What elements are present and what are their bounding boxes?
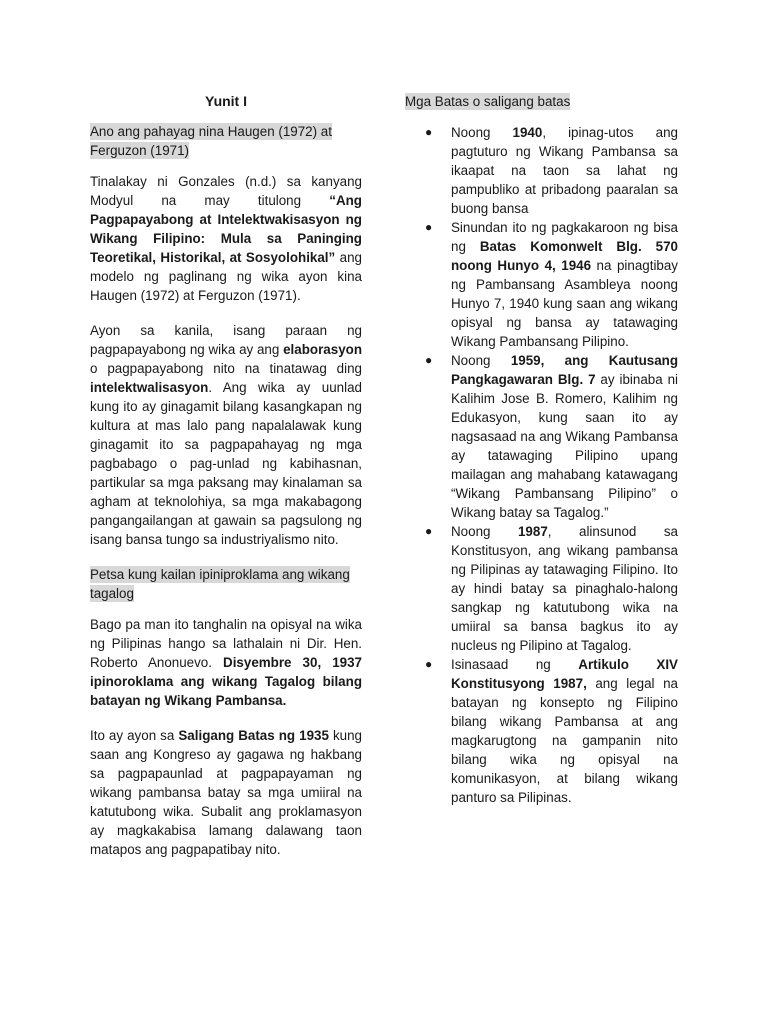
bullet-icon: ● — [425, 657, 433, 671]
paragraph-saligang-batas-1935: Ito ay ayon sa Saligang Batas ng 1935 kung saan ang Kongreso ay gagawa ng hakbang sa pagpapaunlad at pagpapayaman ng wikang pambansa batay sa mga umiiral na katutubong wika. Subalit ang proklamasyon ay magkakabisa lamang dalawang taon matapos ang pagpapatibay nito. — [90, 728, 362, 857]
list-item — [405, 218, 678, 351]
list-item — [405, 351, 678, 522]
list-item — [405, 123, 678, 218]
right-column — [405, 92, 678, 807]
section-heading-petsa-proklamasyon — [90, 565, 362, 603]
section-heading-text: Ano ang pahayag nina Haugen (1972) at Ferguzon (1971) — [90, 124, 332, 158]
bold-text: “Ang Pagpapayabong at Intelektwakisasyon ng Wikang Filipino: Mula sa Paninging Teoretikal, Historikal, at Sosyolohikal” — [90, 193, 362, 265]
laws-bullet-list — [405, 123, 678, 807]
bold-text: 1959, ang Kautusang Pangkagawaran Blg. 7 — [451, 353, 678, 387]
bold-text: Saligang Batas ng 1935 — [178, 728, 329, 743]
list-item-text: Isinasaad ng Artikulo XIV Konstitusyong 1987, ang legal na batayan ng konsepto ng Filipino bilang wikang Pambansa at ang magkarugtong na gampanin nito bilang wika ng opisyal na komunikasyon, at bilang wikang panturo sa Pilipinas. — [451, 657, 678, 805]
bullet-icon: ● — [425, 220, 433, 234]
list-item-text: Noong 1959, ang Kautusang Pangkagawaran Blg. 7 ay ibinaba ni Kalihim Jose B. Romero, Kalihim ng Edukasyon, kung saan ito ay nagsasaad na ang Wikang Pambansa ay tatawaging Pilipino upang mailagan ang mahabang katawagang “Wikang Pambansang Pilipino” o Wikang batay sa Tagalog.” — [451, 353, 678, 520]
bold-text: Batas Komonwelt Blg. 570 noong Hunyo 4, 1946 — [451, 239, 678, 273]
bold-text: Disyembre 30, 1937 ipinoroklama ang wikang Tagalog bilang batayan ng Wikang Pambansa. — [90, 655, 363, 708]
section-heading-haugen-ferguzon — [90, 122, 362, 160]
list-item — [405, 522, 678, 655]
paragraph-elaborasyon: Ayon sa kanila, isang paraan ng pagpapayabong ng wika ay ang elaborasyon o pagpapayabong nito na tinatawag ding intelektwalisasyon. Ang wika ay uunlad kung ito ay ginagamit bilang kasangkapan ng kultura at mas lalo pang napalalawak kung ginagamit ito sa pagpapahayag ng mga pagbabago o pag-unlad ng kabihasnan, partikular sa mga paksang may kinalaman sa agham at teknolohiya, sa mga makabagong pangangailangan at gawain sa pagsulong ng isang bansa tungo sa industriyalismo nito. — [90, 323, 362, 547]
left-column — [90, 92, 362, 875]
bold-text: elaborasyon — [283, 342, 362, 357]
list-item — [405, 655, 678, 807]
section-heading-text: Mga Batas o saligang batas — [405, 94, 571, 109]
bold-text: intelektwalisasyon — [90, 380, 209, 395]
bold-text: Artikulo XIV Konstitusyong 1987, — [451, 657, 678, 691]
list-item-text: Noong 1940, ipinag-utos ang pagtuturo ng Wikang Pambansa sa ikaapat na taon sa lahat ng pampubliko at pribadong paaralan sa buong bansa — [451, 125, 678, 216]
bullet-icon: ● — [425, 353, 433, 367]
list-item-text: Sinundan ito ng pagkakaroon ng bisa ng Batas Komonwelt Blg. 570 noong Hunyo 4, 1946 na pinagtibay ng Pambansang Asambleya noong Hunyo 7, 1940 kung saan ang wikang opisyal ng bansa ay tatawaging Wikang Pambansang Pilipino. — [451, 220, 679, 349]
list-item-text: Noong 1987, alinsunod sa Konstitusyon, ang wikang pambansa ng Pilipinas ay tatawaging Filipino. Ito ay hindi batay sa pinaghalo-halong sangkap ng katutubong wika na umiiral sa bansa bagkus ito ay nucleus ng Pilipino at Tagalog. — [451, 524, 678, 653]
section-heading-text: Petsa kung kailan ipiniproklama ang wikang tagalog — [90, 567, 350, 601]
paragraph-disyembre-1937: Bago pa man ito tanghalin na opisyal na wika ng Pilipinas hango sa lathalain ni Dir. Hen. Roberto Anonuevo. Disyembre 30, 1937 ipinoroklama ang wikang Tagalog bilang batayan ng Wikang Pambansa. — [90, 617, 363, 708]
unit-title: Yunit I — [205, 93, 247, 109]
paragraph-gonzales-modyul: Tinalakay ni Gonzales (n.d.) sa kanyang Modyul na may titulong “Ang Pagpapayabong at Intelektwakisasyon ng Wikang Filipino: Mula sa Paninging Teoretikal, Historikal, at Sosyolohikal” ang modelo ng paglinang ng wika ayon kina Haugen (1972) at Ferguzon (1971). — [90, 174, 363, 303]
section-heading-mga-batas — [405, 92, 678, 111]
bullet-icon: ● — [425, 524, 433, 538]
bold-text: 1940 — [512, 125, 543, 140]
bold-text: 1987 — [517, 524, 548, 539]
bullet-icon: ● — [425, 125, 433, 139]
